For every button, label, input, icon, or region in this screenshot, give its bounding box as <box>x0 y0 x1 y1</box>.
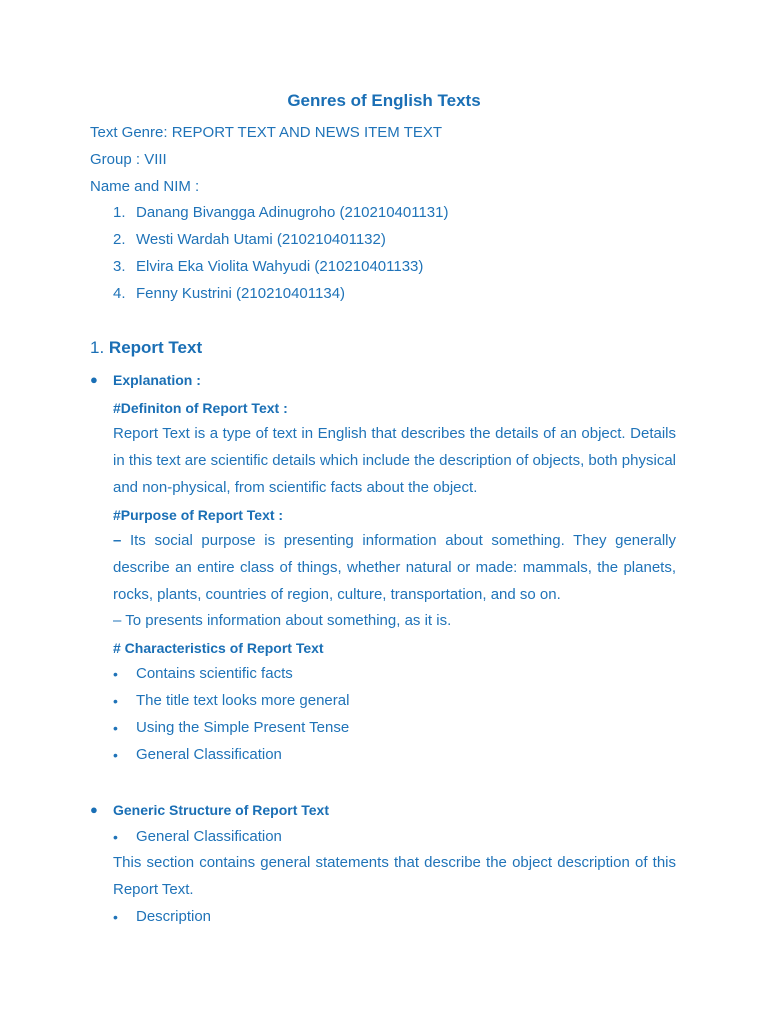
purpose-text: Its social purpose is presenting information about something. They generally describe an entire class of things, whether natural or made: mammals, the planets, rocks, plants, countries of region, culture, transportation, and so on. <box>113 532 676 603</box>
list-item: Danang Bivangga Adinugroho (210210401131) <box>136 204 449 221</box>
text-genre-line: Text Genre: REPORT TEXT AND NEWS ITEM TEXT <box>90 124 443 141</box>
purpose-dash: – <box>113 532 122 549</box>
document-title: Genres of English Texts <box>287 91 481 110</box>
bullet-icon: • <box>113 747 118 763</box>
definition-paragraph: Report Text is a type of text in English that describes the details of an object. Details in this text are scientific details which include the description of objects, both physical and non-physical, from scientific facts about the object. <box>113 425 676 496</box>
bullet-icon: • <box>113 720 118 736</box>
bullet-icon: • <box>113 829 118 845</box>
list-item-number: 1. <box>113 204 126 221</box>
explanation-label: Explanation : <box>113 372 201 388</box>
list-item-number: 4. <box>113 285 126 302</box>
bullet-icon: • <box>113 909 118 925</box>
structure-paragraph: This section contains general statements that describe the object description of this Report Text. <box>113 854 676 898</box>
list-item: Using the Simple Present Tense <box>136 719 350 736</box>
section-heading <box>90 338 202 358</box>
list-item: Contains scientific facts <box>136 665 293 682</box>
purpose-paragraph <box>113 527 676 608</box>
definition-heading: #Definiton of Report Text : <box>113 400 288 416</box>
list-item: Elvira Eka Violita Wahyudi (210210401133) <box>136 258 424 275</box>
characteristics-heading: # Characteristics of Report Text <box>113 640 324 656</box>
bullet-icon: • <box>113 693 118 709</box>
name-nim-label: Name and NIM : <box>90 178 200 195</box>
section-number: 1. <box>90 338 105 357</box>
structure-label: Generic Structure of Report Text <box>113 802 330 818</box>
list-item: Description <box>136 908 212 925</box>
bullet-icon: ● <box>90 372 98 387</box>
list-item: The title text looks more general <box>136 692 350 709</box>
list-item: General Classification <box>136 746 282 763</box>
group-line: Group : VIII <box>90 151 167 168</box>
list-item: General Classification <box>136 828 282 845</box>
purpose-heading: #Purpose of Report Text : <box>113 507 284 523</box>
list-item-number: 2. <box>113 231 126 248</box>
list-item: Westi Wardah Utami (210210401132) <box>136 231 386 248</box>
bullet-icon: • <box>113 666 118 682</box>
list-item-number: 3. <box>113 258 126 275</box>
bullet-icon: ● <box>90 802 98 817</box>
purpose-line-2: – To presents information about something, as it is. <box>113 612 452 629</box>
section-title: Report Text <box>108 338 203 357</box>
list-item: Fenny Kustrini (210210401134) <box>136 285 346 302</box>
